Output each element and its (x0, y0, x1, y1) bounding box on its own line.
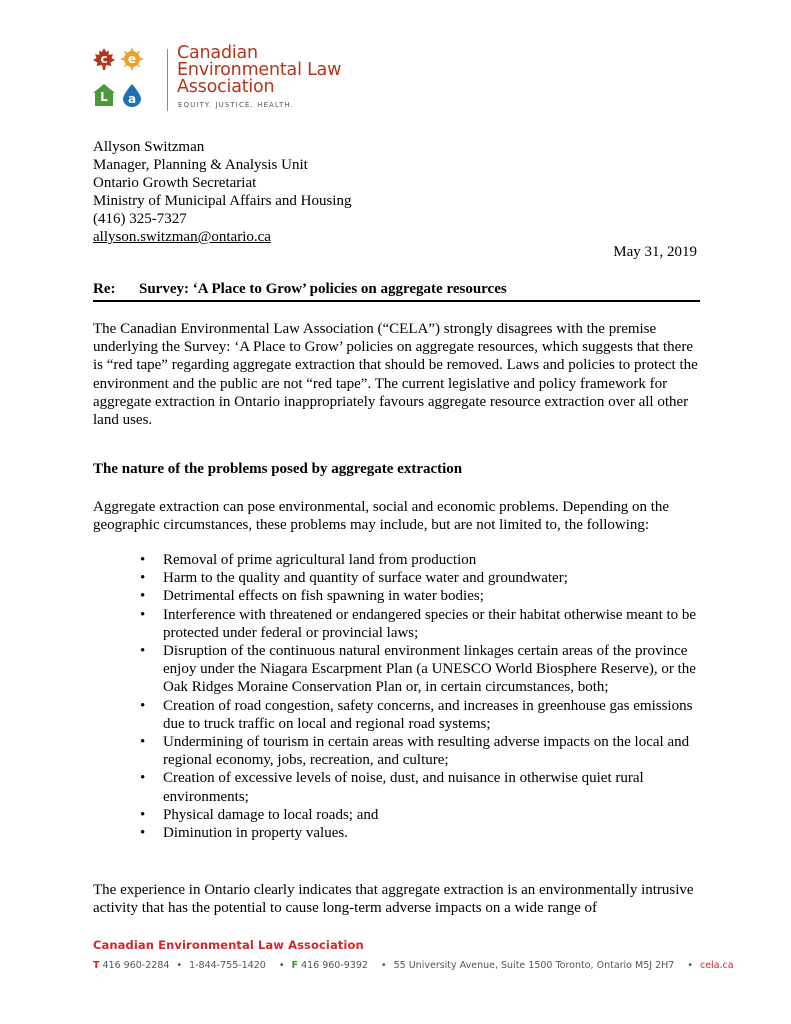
recipient-department: Ontario Growth Secretariat (93, 175, 257, 191)
list-item: • Creation of road congestion, safety concerns, and increases in greenhouse gas emissions due to truck traffic on local and regional road systems; (140, 697, 693, 732)
recipient-name: Allyson Switzman (93, 139, 205, 155)
subject-line (93, 281, 700, 302)
footer-separator: • (278, 960, 285, 971)
bullet-icon: • (140, 806, 146, 823)
logo-letter-l: L (100, 90, 108, 104)
list-item: • Detrimental effects on fish spawning in water bodies; (140, 588, 484, 605)
intro-paragraph: The Canadian Environmental Law Association (“CELA”) strongly disagrees with the premise underlying the Survey: ‘A Place to Grow’ policies on aggregate resources, which suggests that there is “red tape” regarding aggregate extraction that should be removed. Laws and policies to protect the environment and the public are not “red tape”. The current legislative and policy framework for aggregate extraction in Ontario inappropriately favours aggregate resource extraction over all other land uses. (93, 321, 698, 429)
logo-letter-a: a (127, 92, 137, 106)
letterhead-logo (92, 45, 362, 115)
list-item: • Interference with threatened or endangered species or their habitat otherwise meant to be protected under federal or provincial laws; (140, 606, 697, 641)
problems-intro-paragraph: Aggregate extraction can pose environmental, social and economic problems. Depending on the geographic circumstances, these problems may include, but are not limited to, the following: (93, 499, 670, 534)
footer-separator: • (380, 960, 387, 971)
recipient-ministry: Ministry of Municipal Affairs and Housing (93, 193, 352, 209)
bullet-icon: • (140, 643, 146, 660)
footer-fax-label: F (291, 960, 299, 971)
recipient-address-block (93, 138, 351, 246)
footer-separator: • (687, 960, 693, 971)
list-item: • Creation of excessive levels of noise, dust, and nuisance in otherwise quiet rural environments; (140, 770, 644, 805)
footer-separator: • (176, 960, 183, 971)
bullet-icon: • (140, 734, 146, 751)
logo-letter-e: e (127, 52, 137, 66)
recipient-phone: (416) 325-7327 (93, 211, 187, 227)
section-heading: The nature of the problems posed by aggregate extraction (93, 461, 463, 477)
list-item: • Disruption of the continuous natural environment linkages certain areas of the province enjoy under the Niagara Escarpment Plan (a UNESCO World Biosphere Reserve), or the Oak Ridges Moraine Conservation Plan or, in certain circumstances, both; (140, 643, 696, 696)
subject-label: Re: (93, 281, 116, 297)
bullet-icon: • (140, 570, 146, 587)
bullet-icon: • (140, 588, 146, 605)
letterhead-tagline: EQUITY. JUSTICE. HEALTH. (178, 101, 294, 109)
footer-address: 55 University Avenue, Suite 1500 Toronto, Ontario M5J 2H7 (393, 960, 675, 971)
bullet-icon: • (140, 697, 146, 714)
recipient-email-link[interactable]: allyson.switzman@ontario.ca (93, 229, 271, 245)
bullet-icon: • (140, 606, 146, 623)
recipient-title: Manager, Planning & Analysis Unit (93, 157, 308, 173)
list-item: • Physical damage to local roads; and (140, 806, 379, 823)
list-item: • Undermining of tourism in certain areas with resulting adverse impacts on the local and regional economy, jobs, recreation, and culture; (140, 734, 690, 769)
bullet-icon: • (140, 825, 146, 842)
footer-fax: 416 960-9392 (301, 960, 368, 971)
letterhead-org-name: Canadian Environmental Law Association (177, 43, 342, 97)
closing-paragraph: The experience in Ontario clearly indicates that aggregate extraction is an environmentally intrusive activity that has the potential to cause long-term adverse impacts on a wide range of (93, 882, 694, 917)
subject-text: Survey: ‘A Place to Grow’ policies on aggregate resources (139, 281, 507, 297)
list-item: • Harm to the quality and quantity of surface water and groundwater; (140, 570, 568, 587)
footer-org-name: Canadian Environmental Law Association (93, 938, 364, 952)
footer-contact-line (93, 960, 734, 971)
letter-date: May 31, 2019 (613, 244, 697, 260)
list-item: • Diminution in property values. (140, 825, 348, 842)
logo-letter-c: c (100, 52, 108, 66)
footer-website-link[interactable]: cela.ca (699, 960, 734, 971)
footer-tollfree: 1-844-755-1420 (189, 960, 266, 971)
footer-tel-label: T (93, 960, 100, 971)
bullet-icon: • (140, 552, 146, 568)
logo-divider (167, 49, 168, 111)
problems-list (138, 551, 703, 842)
list-item: • Removal of prime agricultural land from production (140, 552, 477, 568)
footer-tel: 416 960-2284 (102, 960, 170, 971)
bullet-icon: • (140, 770, 146, 787)
